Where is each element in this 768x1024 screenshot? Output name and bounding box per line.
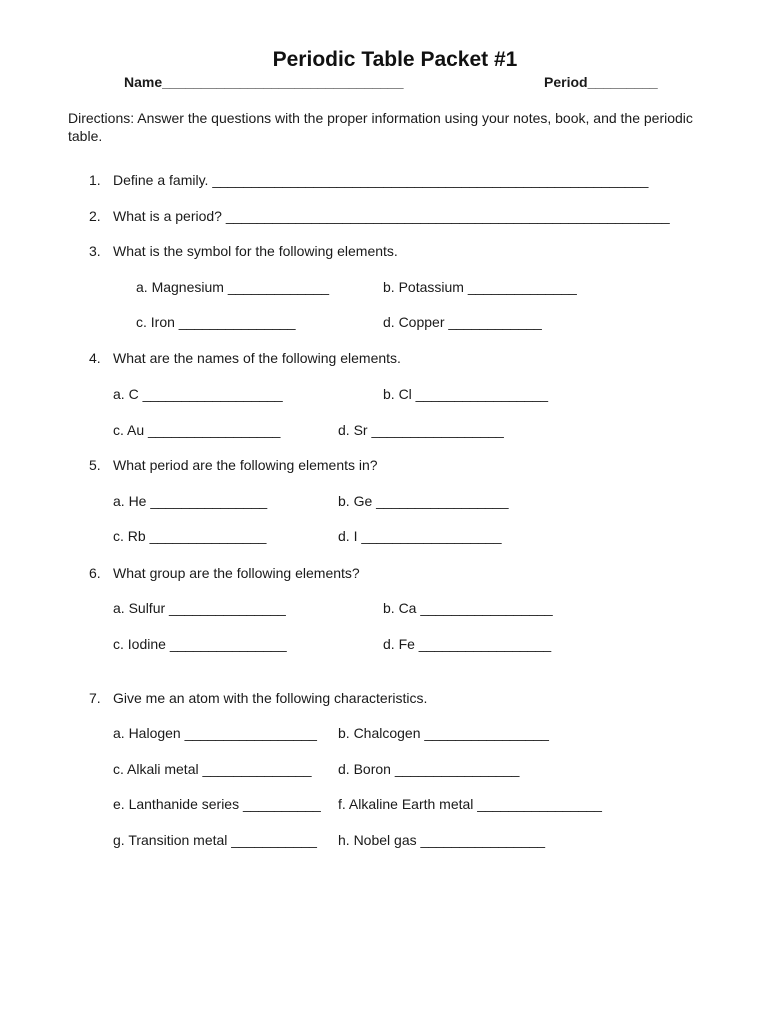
answer-item: a. He _______________: [113, 493, 268, 509]
question-text: What group are the following elements?: [113, 565, 360, 581]
answer-item: d. Boron ________________: [338, 761, 520, 777]
answer-item: d. Fe _________________: [383, 636, 552, 652]
answer-item: a. Halogen _________________: [113, 725, 317, 741]
question-text: Give me an atom with the following characteristics.: [113, 690, 428, 706]
answer-item: d. Copper ____________: [383, 314, 542, 330]
answer-item: c. Rb _______________: [113, 528, 267, 544]
directions-text: Directions: Answer the questions with the proper information using your notes, book, and the periodic table.: [68, 110, 693, 144]
period-field: Period_________: [544, 74, 658, 90]
question-number: 4.: [89, 350, 101, 366]
question-6: [89, 565, 360, 581]
question-number: 1.: [89, 172, 101, 188]
question-text: What period are the following elements in?: [113, 457, 378, 473]
question-text: What is the symbol for the following elements.: [113, 243, 398, 259]
question-number: 6.: [89, 565, 101, 581]
question-number: 3.: [89, 243, 101, 259]
question-number: 7.: [89, 690, 101, 706]
answer-item: b. Chalcogen ________________: [338, 725, 549, 741]
question-1: [89, 172, 648, 188]
answer-item: b. Ca _________________: [383, 600, 553, 616]
question-number: 2.: [89, 208, 101, 224]
question-3: [89, 243, 398, 259]
answer-item: b. Cl _________________: [383, 386, 549, 402]
answer-item: g. Transition metal ___________: [113, 832, 317, 848]
answer-item: f. Alkaline Earth metal ________________: [338, 796, 602, 812]
answer-item: a. Sulfur _______________: [113, 600, 286, 616]
question-5: [89, 457, 378, 473]
question-text: What are the names of the following elements.: [113, 350, 401, 366]
question-2: [89, 208, 670, 224]
answer-item: b. Potassium ______________: [383, 279, 577, 295]
answer-item: d. I __________________: [338, 528, 502, 544]
answer-item: c. Au _________________: [113, 422, 281, 438]
answer-item: a. C __________________: [113, 386, 283, 402]
answer-item: e. Lanthanide series __________: [113, 796, 321, 812]
question-4: [89, 350, 401, 366]
answer-item: d. Sr _________________: [338, 422, 504, 438]
question-text: Define a family. ________________________________________________________: [113, 172, 649, 188]
answer-item: c. Alkali metal ______________: [113, 761, 312, 777]
answer-item: h. Nobel gas ________________: [338, 832, 546, 848]
question-text: What is a period? _________________________________________________________: [113, 208, 670, 224]
answer-item: c. Iron _______________: [136, 314, 296, 330]
answer-item: b. Ge _________________: [338, 493, 509, 509]
page-title: Periodic Table Packet #1: [272, 48, 518, 71]
answer-item: c. Iodine _______________: [113, 636, 287, 652]
question-7: [89, 690, 427, 706]
name-field: Name_______________________________: [124, 74, 404, 90]
answer-item: a. Magnesium _____________: [136, 279, 330, 295]
question-number: 5.: [89, 457, 101, 473]
